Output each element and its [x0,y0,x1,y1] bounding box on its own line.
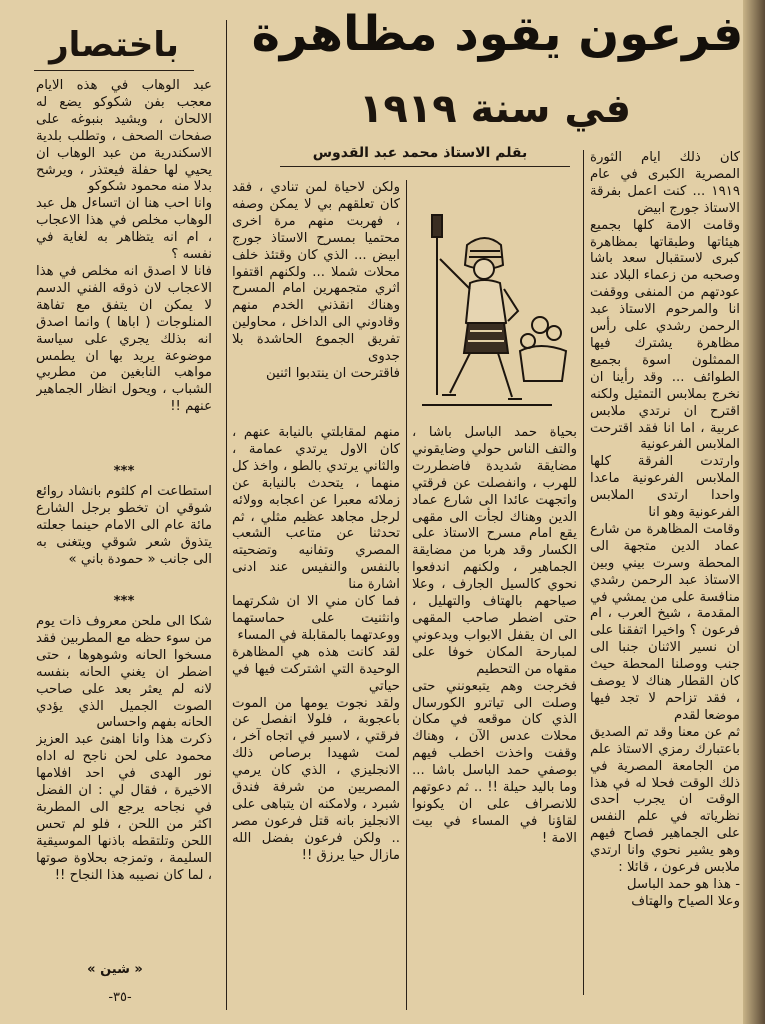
sidebar-heading: باختصار [49,25,179,65]
sidebar-heading-rule [34,70,194,71]
page-edge-shadow [743,0,765,1024]
article-column-left-top: ولكن لاحياة لمن تنادي ، فقد كان تعلقهم بي لا يمكن وصفه ، فهربت منهم مرة اخرى محتميا بمسرح الاستاذ جورج ابيض ... الذي كان وقتئذ خلف محلات شملا ... ولكنهم اقتفوا اثري متجمهرين امام المسرح وهناك انقذني الخدم منهم وقادوني الى الداخل ، محاولين تفريق الجموع الحاشدة بلا جدوى فاقترحت ان ينتدبوا اثنين [232,180,400,381]
article-subtitle: في سنة ١٩١٩ [358,86,632,132]
sidebar-signature: « شين » [87,962,143,977]
sidebar-stars-2: *** [113,594,135,609]
article-title: فرعون يقود مظاهرة [251,6,744,62]
article-column-middle: بحياة حمد الباسل باشا ، والتف الناس حولي وضايقوني مضايقة شديدة فاضطررت للهرب ، وانفصلت عن فرقتي واتجهت عائدا الى شارع عماد الدين وهناك لجأت الى مقهى يقع امام مسرح الاستاذ على الكسار وقد هربا من مضايقة الجماهير ، ولكنهم اندفعوا نحوي كالسيل الجارف ، وعلا صياحهم بالهتاف والتهليل ، حتى اضطر صاحب المقهى الى ان يقفل الابواب ويدعوني لمبارحة المكان خوفا على مقهاه من التحطيم فخرجت وهم يتبعونني حتى وصلت الى تياترو الكورسال الذي كان موقعه في مكان محلات عدس الآن ، وهناك وقفت واخذت اخطب فيهم بوصفي حمد الباسل باشا ... وما باليد حيلة !! .. ثم دعوتهم للانصراف على ان يكونوا لقاؤنا في المساء في بيت الامة ! [412,425,577,846]
pharaoh-illustration [412,205,580,415]
sidebar-block-3: شكا الى ملحن معروف ذات يوم من سوء حظه مع المطربين فقد مسخوا الحانه وشوهوها ، حتى اضطر ان يغني الحانه بنفسه لانه لم يعثر بعد على صاحب الصوت الجميل الذي يؤدي الحانه بفهم واحساس ذكرت هذا وانا اهنئ عبد العزيز محمود على لحن ناجح له اداه نور الهدى في احد افلامها الاخيرة ، فقال لي : ان الفضل في نجاحه يرجع الى المطربة اكثر من اللحن ، فلو لم تحس اللحن وتلتقطه باذنها الموسيقية السليمة ، وتمزجه بحلاوة صوتها ، لما كان نصيبه هذا النجاح !! [36,614,212,883]
sidebar-stars-1: *** [113,464,135,479]
column-divider-1 [583,150,584,995]
sidebar-block-2: استطاعت ام كلثوم بانشاد روائع شوقي ان تخطو برجل الشارع مائة عام الى الامام حينما جعلته يتذوق شعر شوقي ويتغنى به الى جانب « حمودة باني » [36,484,212,567]
sidebar-divider [226,20,227,1010]
page-number: -٣٥- [108,990,132,1005]
article-column-left-bottom: منهم لمقابلتي بالنيابة عنهم ، كان الاول يرتدي عمامة ، والثاني يرتدي بالطو ، واخذ كل منهما ، يتحدث بالنيابة عن زملائه معبرا عن اعجابه وولائه لرجل مجاهد عظيم مثلي ، ثم تحدثنا عن متاعب الشعب المصري وتفانيه وتضحيته بالنفس والنفيس عند ادنى اشارة منا فما كان مني الا ان شكرتهما وانثنيت على حماستهما ووعدتهما بالمقابلة في المساء لقد كانت هذه هي المظاهرة الوحيدة التي اشتركت فيها في حياتي ولقد نجوت يومها من الموت باعجوبة ، فلولا انفصل عن فرقتي ، لاسير في اتجاه آخر ، لمت شهيدا برصاص ذلك الانجليزي ، الذي كان يرمي المصريين من شرفة فندق شبرد ، ولامكنه ان يتباهى على الانجليز بانه قتل فرعون مصر .. ولكن فرعون بفضل الله مازال حيا يرزق !! [232,425,400,863]
article-byline: بقلم الاستاذ محمد عبد القدوس [312,145,528,161]
byline-rule [280,166,570,167]
article-column-right: كان ذلك ايام الثورة المصرية الكبرى في عام ١٩١٩ ... كنت اعمل بفرقة الاستاذ جورج ابيض وقامت الامة كلها بجميع هيئاتها وطبقاتها بمظاهرة كبرى لاستقبال سعد باشا وصحبه من زعماء البلاد عند عودتهم من المنفى ووقفت انا والمرحوم الاستاذ عبد الرحمن رشدي على رأس مظاهرة يشترك فيها الممثلون اسوة بجميع الطوائف ... وقد رأينا ان نخرج بملابس التمثيل ولكنه اقترح ان نرتدي ملابس عربية ، اما انا فقد اقترحت الملابس الفرعونية وارتدت الفرقة كلها الملابس الفرعونية ماعدا واحدا ارتدى الملابس الفرعونية وهو انا وقامت المظاهرة من شارع عماد الدين متجهة الى المحطة وسرت بيني وبين الاستاذ عبد الرحمن رشدي منافسة على من يمشي في المقدمة ، شيخ العرب ، ام فرعون ؟ واخيرا اتفقنا على ان نسير الاثنان جنبا الى جنب ووصلنا المحطة حيث كان القطار هناك لا يوصف ، فقد تزاحم لا تجد فيها موضعا لقدم ثم عن معنا وقد تم الصديق باعتبارك رمزي الاستاذ علم من الجامعة المصرية في ذلك الوقت فحلا له في هذا الوقت ان يجرب احدى نظرياته في علم النفس على الجماهير فصاح فيهم وهو يشير نحوي وانا ارتدي ملابس فرعون ، قائلا : - هذا هو حمد الباسل وعلا الصياح والهتاف [590,150,740,909]
sidebar-block-1: عبد الوهاب في هذه الايام معجب بفن شكوكو يضع له الالحان ، ويشيد بنبوغه على صفحات الصحف ، وتطلب بلدية الاسكندرية من عبد الوهاب ان يحيي لها حفلة فيعتذر ، ويرشح بدلا منه محمود شكوكو وانا احب هنا ان اتساءل هل عبد الوهاب مخلص في هذا الاعجاب ، ام انه يتظاهر به لغاية في نفسه ؟ فانا لا اصدق انه مخلص في هذا الاعجاب لان ذوقه الفني الدسم لا يمكن ان يتفق مع تفاهة المنلوجات ( اباها ) وانما اصدق انه بذلك يجري على سياسة موضوعة يريد بها ان يطمس مواهب النابغين من مطربي الشباب ، ويحول انظار الجماهير عنهم !! [36,78,212,415]
column-divider-2 [406,180,407,1010]
